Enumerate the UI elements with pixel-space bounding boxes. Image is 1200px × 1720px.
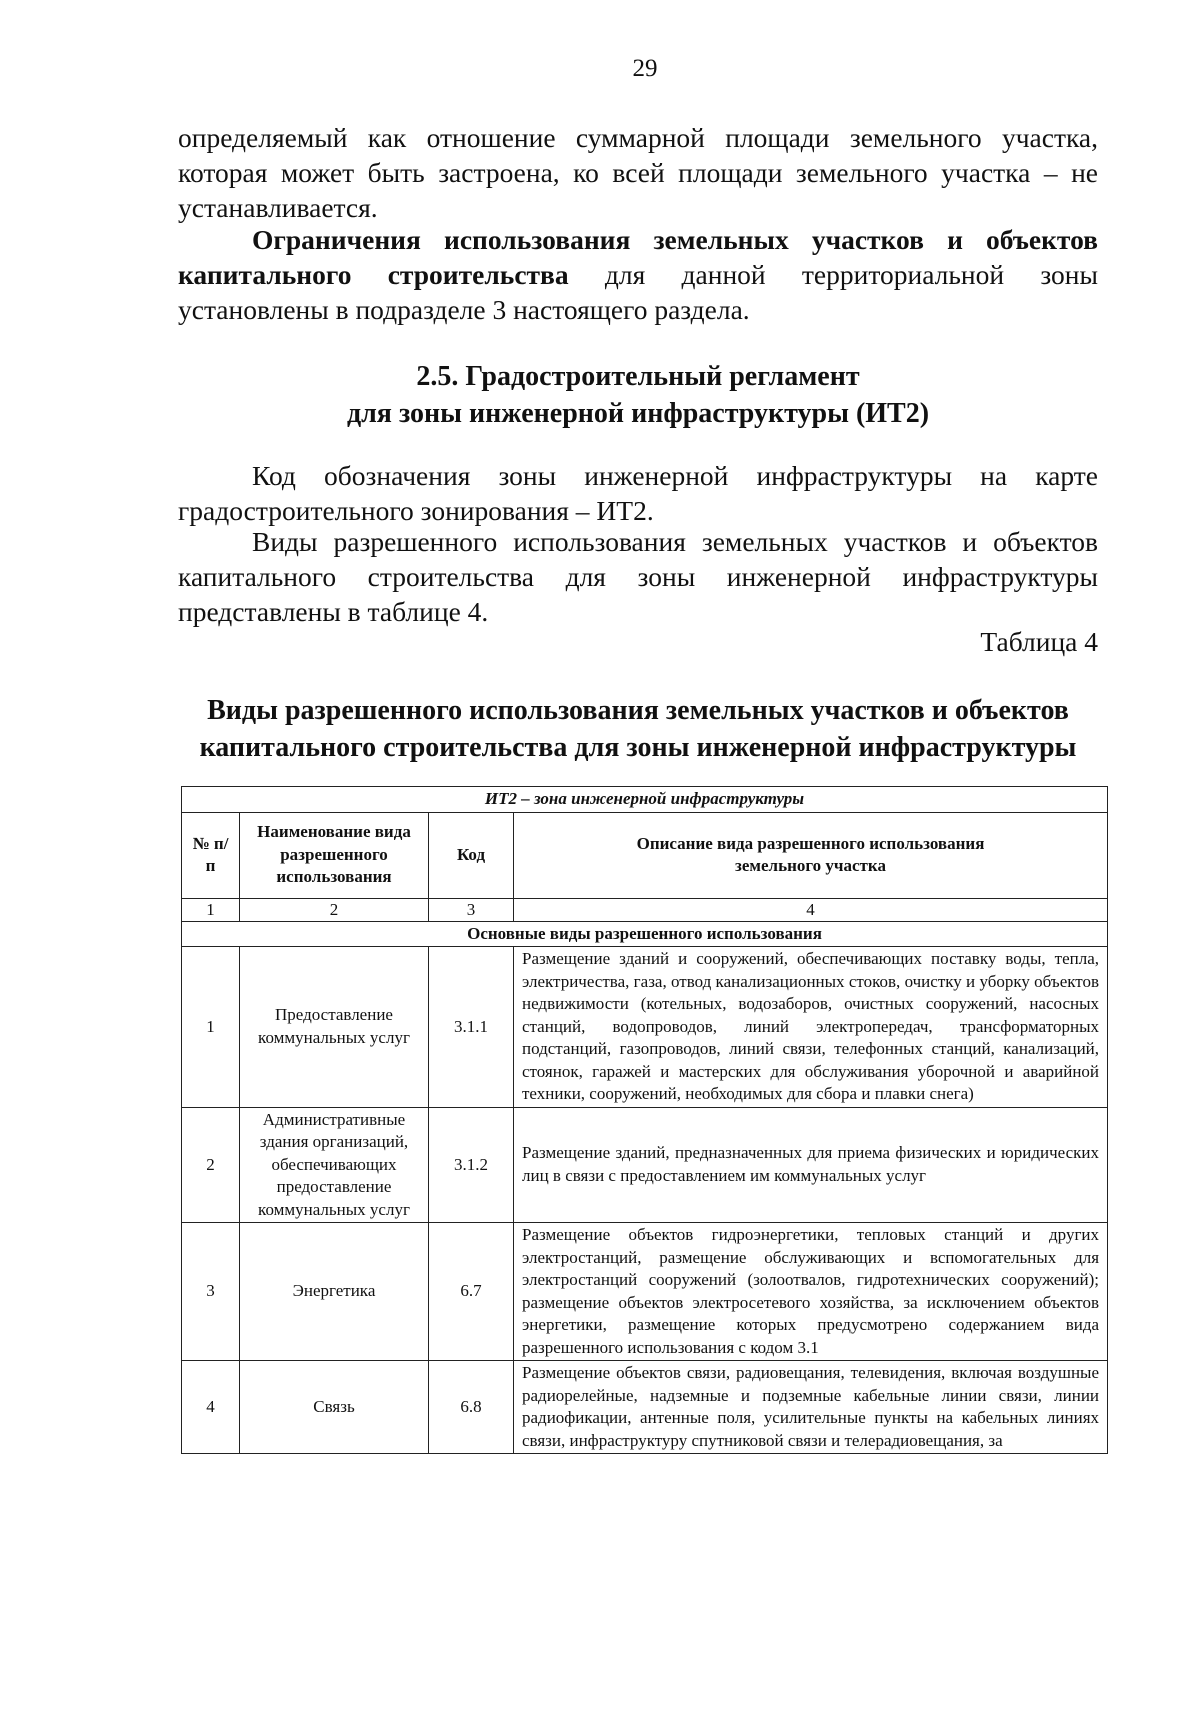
row-desc: Размещение зданий, предназначенных для приема физических и юридических лиц в связи с предоставлением им коммунальных услуг [514,1107,1108,1223]
zone-header-row [182,787,1108,813]
row-code: 3.1.1 [429,947,514,1108]
paragraph-3-text: Код обозначения зоны инженерной инфраструктуры на карте градостроительного зонирования – ИТ2. [178,460,1098,526]
paragraph-continuation [178,120,1098,225]
restrictions-bold-lead: Ограничения использования земельных участков и объектов капитального строительства [178,224,1098,290]
group-row [182,921,1108,947]
table-row [182,1223,1108,1361]
table-caption-line-2: капитального строительства для зоны инженерной инфраструктуры [199,732,1077,763]
col-number: 4 [514,898,1108,921]
paragraph-1-text: определяемый как отношение суммарной площади земельного участка, которая может быть застроена, ко всей площади земельного участка – не устанавливается. [178,122,1098,223]
section-title-line-2: для зоны инженерной инфраструктуры (ИТ2) [346,398,930,429]
table-row [182,1361,1108,1454]
row-desc: Размещение объектов гидроэнергетики, тепловых станций и других электростанций, размещение обслуживающих и вспомогательных для электростанций сооружений (золоотвалов, гидротехнических сооружений); размещение объектов электросетевого хозяйства, за исключением объектов энергетики, размещение которых предусмотрено содержанием вида разрешенного использования с кодом 3.1 [514,1223,1108,1361]
col-number: 3 [429,898,514,921]
col-number: 2 [240,898,429,921]
table-row [182,1107,1108,1223]
paragraph-2-text [178,222,1098,327]
group-title: Основные виды разрешенного использования [182,921,1108,947]
restrictions-rest: для данной территориальной зоны установлены в подразделе 3 настоящего раздела. [178,259,1098,325]
paragraph-table-intro [178,524,1098,629]
row-num: 2 [182,1107,240,1223]
paragraph-zone-code [178,458,1098,528]
row-desc: Размещение объектов связи, радиовещания, телевидения, включая воздушные радиорелейные, надземные и подземные кабельные линии связи, линии радиофикации, антенные поля, усилительные пункты на кабельных линиях связи, инфраструктуру спутниковой связи и телерадиовещания, за [514,1361,1108,1454]
column-number-row [182,898,1108,921]
row-name: Энергетика [240,1223,429,1361]
row-num: 1 [182,947,240,1108]
table-label: Таблица 4 [980,626,1098,657]
table-caption-line-1: Виды разрешенного использования земельных участков и объектов [207,695,1069,726]
row-code: 6.7 [429,1223,514,1361]
header-num: № п/п [182,812,240,898]
permitted-uses-table [181,786,1108,1454]
col-number: 1 [182,898,240,921]
table-row [182,947,1108,1108]
row-code: 3.1.2 [429,1107,514,1223]
row-num: 3 [182,1223,240,1361]
paragraph-restrictions [178,222,1098,327]
row-name: Предоставление коммунальных услуг [240,947,429,1108]
section-title-line-1: 2.5. Градостроительный регламент [416,361,860,392]
page-number: 29 [632,55,658,82]
header-code: Код [429,812,514,898]
paragraph-4-text: Виды разрешенного использования земельных участков и объектов капитального строительства для зоны инженерной инфраструктуры представлены в таблице 4. [178,526,1098,627]
header-desc: Описание вида разрешенного использования земельного участка [514,812,1108,898]
header-name: Наименование вида разрешенного использования [240,812,429,898]
column-header-row [182,812,1108,898]
zone-header: ИТ2 – зона инженерной инфраструктуры [182,787,1108,813]
table-caption [178,692,1098,766]
row-code: 6.8 [429,1361,514,1454]
row-name: Административные здания организаций, обеспечивающих предоставление коммунальных услуг [240,1107,429,1223]
row-desc: Размещение зданий и сооружений, обеспечивающих поставку воды, тепла, электричества, газа, отвод канализационных стоков, очистку и уборку объектов недвижимости (котельных, водозаборов, очистных сооружений, насосных станций, водопроводов, линий электропередач, трансформаторных подстанций, газопроводов, линий связи, телефонных станций, канализаций, стоянок, гаражей и мастерских для обслуживания уборочной и аварийной техники, сооружений, необходимых для сбора и плавки снега) [514,947,1108,1108]
section-title [178,358,1098,432]
row-name: Связь [240,1361,429,1454]
row-num: 4 [182,1361,240,1454]
